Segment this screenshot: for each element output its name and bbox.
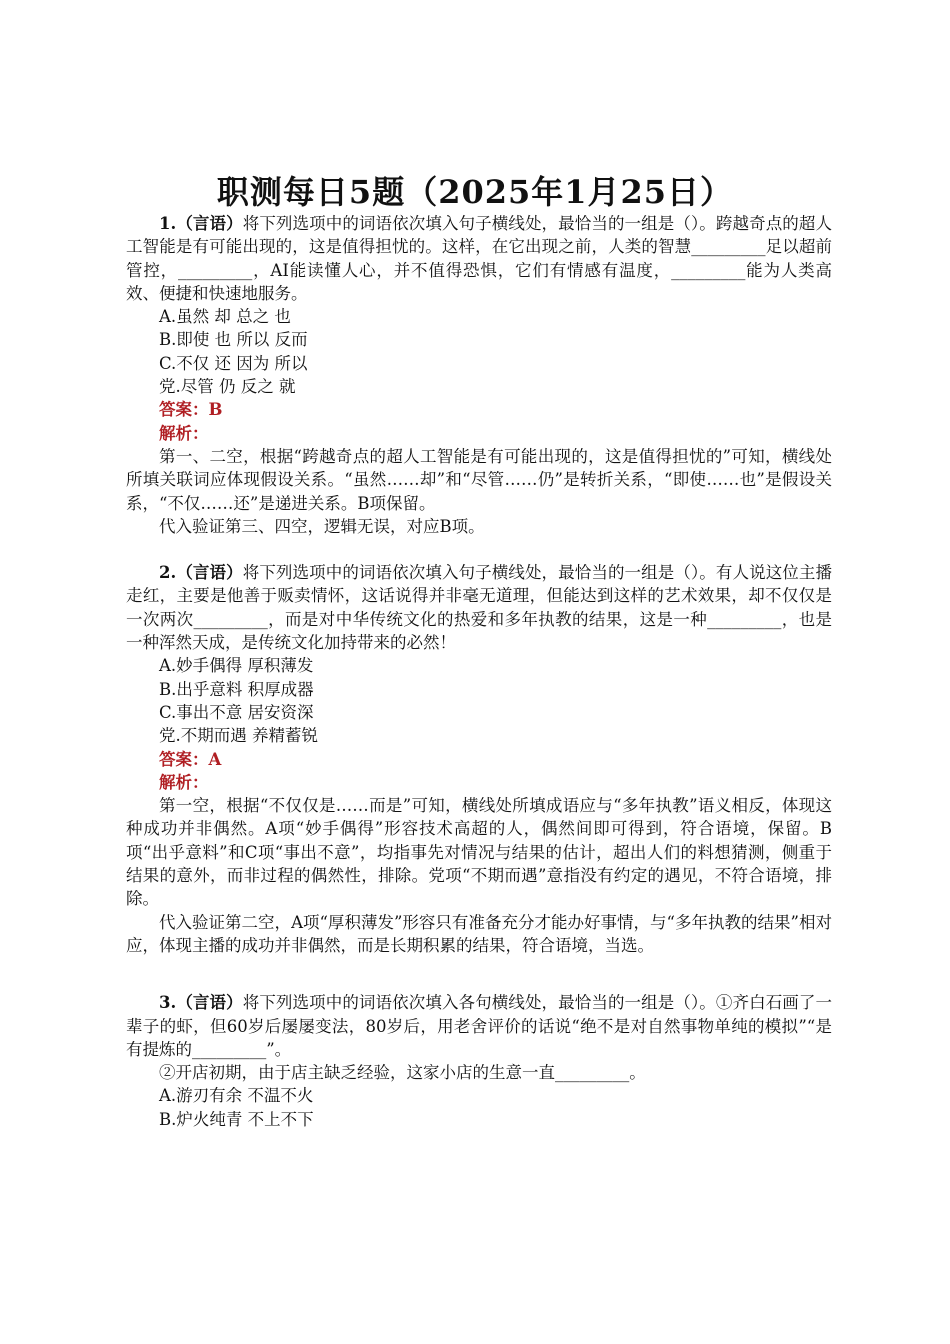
question-1-answer: 答案：B — [159, 400, 223, 420]
question-2-option-a: A.妙手偶得 厚积薄发 — [159, 656, 314, 676]
spacer — [126, 538, 832, 561]
question-3-number: 3.（言语） — [159, 993, 243, 1013]
question-1-number: 1.（言语） — [159, 214, 243, 233]
question-2-analysis-1: 第一空，根据“不仅仅是……而是”可知，横线处所填成语应与“多年执教”语义相反，体现这种成功并非偶然。A项“妙手偶得”形容技术高超的人，偶然间即可得到，符合语境，保留。B项“出乎意料”和C项“事出不意”，均指事先对情况与结果的估计，超出人们的料想猜测，侧重于结果的意外，而非过程的偶然性，排除。党项“不期而遇”意指没有约定的遇见，不符合语境，排除。 — [126, 796, 832, 909]
question-1-analysis-1: 第一、二空，根据“跨越奇点的超人工智能是有可能出现的，这是值得担忧的”可知，横线处所填关联词应体现假设关系。“虽然……却”和“尽管……仍”是转折关系，“即使……也”是假设关系，“不仅……还”是递进关系。B项保留。 — [126, 446, 832, 513]
spacer — [126, 957, 832, 991]
question-2-analysis-2: 代入验证第二空，A项“厚积薄发”形容只有准备充分才能办好事情，与“多年执教的结果”相对应，体现主播的成功并非偶然，而是长期积累的结果，符合语境，当选。 — [126, 912, 832, 955]
question-list — [126, 212, 832, 1131]
question-2-option-b: B.出乎意料 积厚成器 — [159, 679, 314, 699]
question-2-option-d: 党.不期而遇 养精蓄锐 — [159, 726, 318, 746]
question-3-option-b: B.炉火纯青 不上不下 — [159, 1109, 314, 1129]
question-2-option-c: C.事出不意 居安资深 — [159, 702, 314, 722]
question-2-text: 将下列选项中的词语依次填入句子横线处，最恰当的一组是（）。有人说这位主播走红，主要是他善于贩卖情怀，这话说得并非毫无道理，但能达到这样的艺术效果，却不仅仅是一次两次_________，而是对中华传统文化的热爱和多年执教的结果，这是一种_________，也是一种浑然天成，是传统文化加持带来的必然！ — [126, 563, 832, 653]
question-2-analysis-label: 解析： — [159, 772, 209, 792]
question-1-stem — [126, 212, 832, 305]
question-1-analysis-2: 代入验证第三、四空，逻辑无误，对应B项。 — [159, 516, 485, 536]
question-3-sub-sentence: ②开店初期，由于店主缺乏经验，这家小店的生意一直_________。 — [159, 1063, 646, 1083]
question-2-answer: 答案：A — [159, 749, 222, 769]
question-1-text: 将下列选项中的词语依次填入句子横线处，最恰当的一组是（）。跨越奇点的超人工智能是有可能出现的，这是值得担忧的。这样，在它出现之前，人类的智慧_________足以超前管控，_________，AI能读懂人心，并不值得恐惧，它们有情感有温度，_________能为人类高效、便捷和快速地服务。 — [126, 214, 832, 303]
page-title: 职测每日5题（2025年1月25日） — [216, 173, 734, 211]
question-2-stem — [126, 561, 832, 654]
question-1-option-b: B.即使 也 所以 反而 — [159, 330, 308, 350]
question-2-number: 2.（言语） — [159, 563, 243, 583]
question-1-option-c: C.不仅 还 因为 所以 — [159, 353, 308, 373]
question-3-option-a: A.游刃有余 不温不火 — [159, 1086, 314, 1106]
question-1-analysis-label: 解析： — [159, 423, 209, 443]
question-3-stem — [126, 991, 832, 1061]
question-1-option-d: 党.尽管 仍 反之 就 — [159, 377, 296, 397]
question-1-option-a: A.虽然 却 总之 也 — [159, 307, 291, 327]
question-3-text: 将下列选项中的词语依次填入各句横线处，最恰当的一组是（）。①齐白石画了一辈子的虾，但60岁后屡屡变法，80岁后，用老舍评价的话说“绝不是对自然事物单纯的模拟”“是有提炼的_________”。 — [126, 993, 832, 1059]
